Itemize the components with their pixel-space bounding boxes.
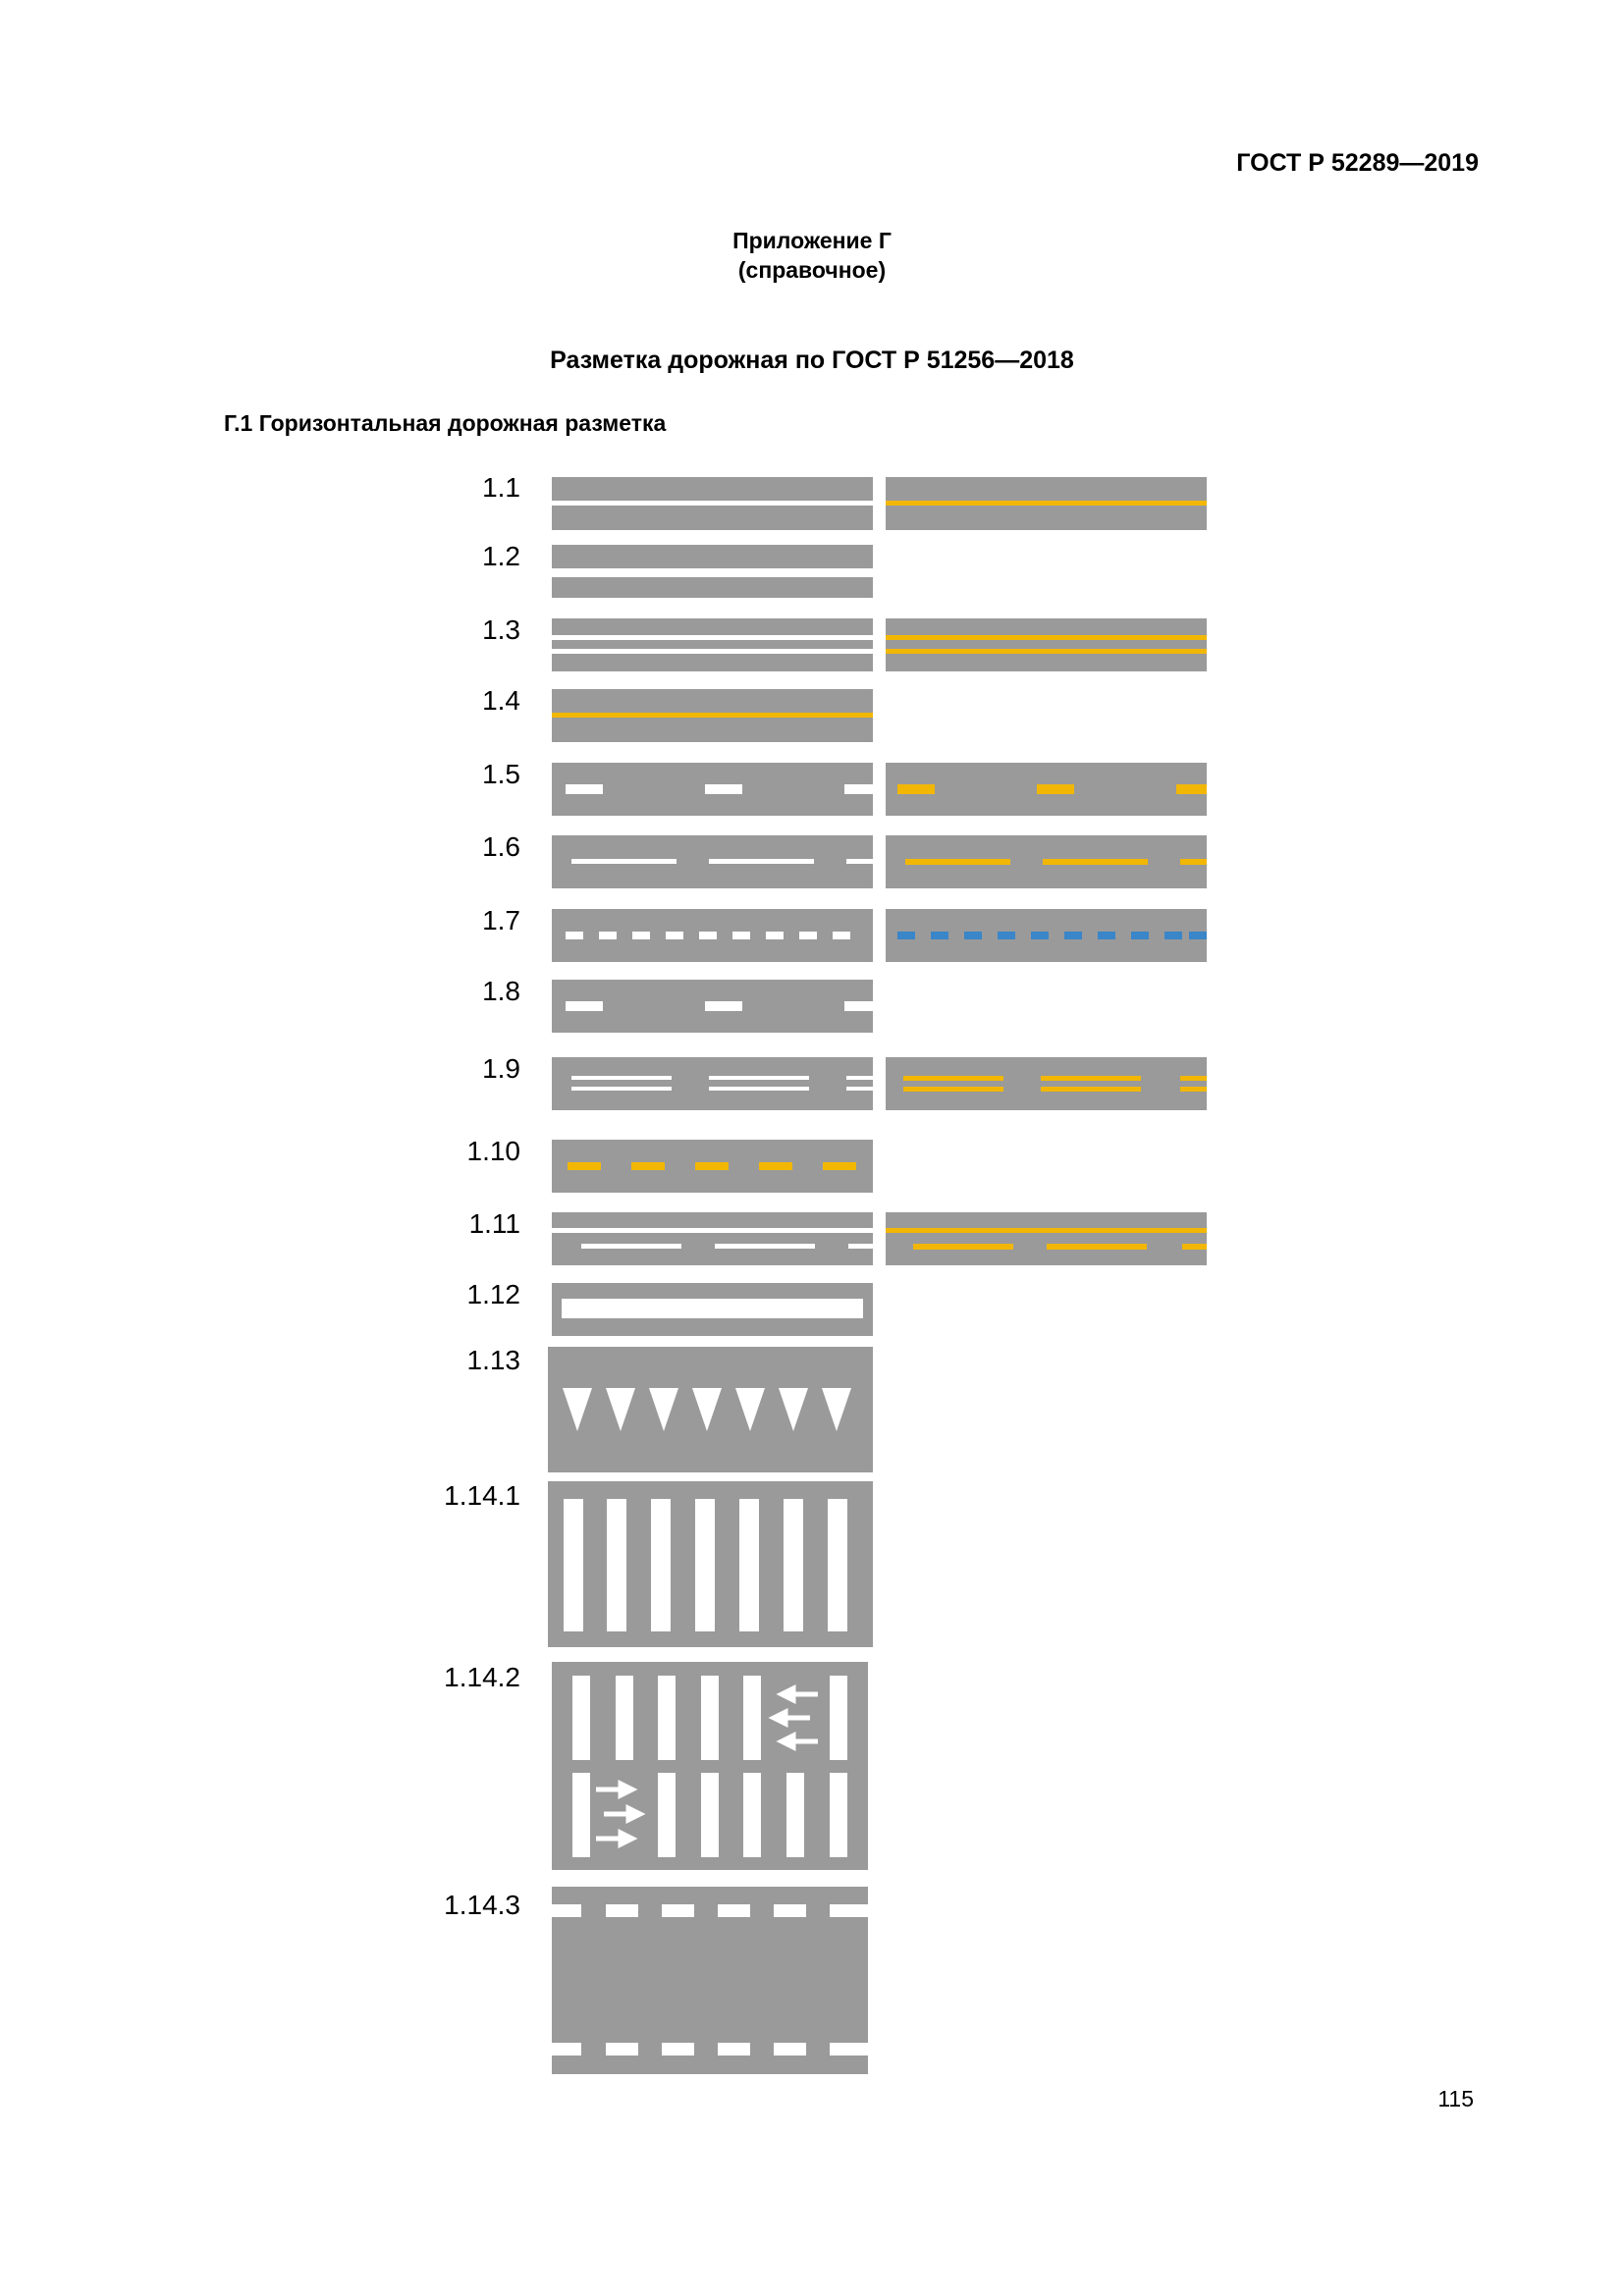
marking-code-1-11: 1.11 xyxy=(468,1208,520,1239)
marking-1-1-white xyxy=(552,477,873,530)
page-title: Разметка дорожная по ГОСТ Р 51256—2018 xyxy=(550,347,1074,374)
marking-1-14-2-zebra-arrows xyxy=(552,1662,868,1870)
document-code: ГОСТ Р 52289—2019 xyxy=(1236,149,1479,177)
marking-1-1-yellow xyxy=(886,477,1207,530)
marking-code-1-2: 1.2 xyxy=(482,541,520,571)
marking-code-1-1: 1.1 xyxy=(482,472,520,503)
marking-1-11-yellow xyxy=(886,1212,1207,1265)
marking-code-1-14-2: 1.14.2 xyxy=(444,1662,520,1692)
marking-1-14-3-crossing-borders xyxy=(552,1887,868,2074)
marking-1-9-white xyxy=(552,1057,873,1110)
marking-1-6-white xyxy=(552,835,873,888)
appendix-name: Приложение Г xyxy=(732,228,892,253)
marking-code-1-8: 1.8 xyxy=(482,976,520,1006)
appendix-kind: (справочное) xyxy=(737,257,887,283)
marking-1-3-white xyxy=(552,618,873,671)
marking-code-1-9: 1.9 xyxy=(482,1053,520,1084)
marking-code-1-14-3: 1.14.3 xyxy=(444,1890,520,1920)
marking-1-14-1-zebra xyxy=(548,1481,873,1647)
marking-code-1-13: 1.13 xyxy=(466,1345,520,1375)
marking-1-7-blue xyxy=(886,909,1207,962)
marking-code-1-14-1: 1.14.1 xyxy=(444,1480,520,1511)
marking-code-1-5: 1.5 xyxy=(482,759,520,789)
marking-1-10-yellow xyxy=(552,1140,873,1193)
marking-1-11-white xyxy=(552,1212,873,1265)
marking-1-7-white xyxy=(552,909,873,962)
marking-1-5-white xyxy=(552,763,873,816)
marking-1-13-triangles xyxy=(548,1347,873,1472)
marking-1-2-white xyxy=(552,545,873,598)
marking-1-6-yellow xyxy=(886,835,1207,888)
marking-1-12-stop-line xyxy=(552,1283,873,1336)
marking-1-3-yellow xyxy=(886,618,1207,671)
marking-1-5-yellow xyxy=(886,763,1207,816)
marking-code-1-6: 1.6 xyxy=(482,831,520,862)
marking-code-1-7: 1.7 xyxy=(482,905,520,935)
marking-1-8-white xyxy=(552,980,873,1033)
marking-1-9-yellow xyxy=(886,1057,1207,1110)
section-heading: Г.1 Горизонтальная дорожная разметка xyxy=(224,410,667,436)
marking-code-1-3: 1.3 xyxy=(482,614,520,645)
page-number: 115 xyxy=(1437,2086,1474,2111)
marking-code-1-10: 1.10 xyxy=(466,1136,520,1166)
marking-code-1-4: 1.4 xyxy=(482,685,520,716)
marking-code-1-12: 1.12 xyxy=(466,1279,520,1309)
marking-1-4-yellow xyxy=(552,689,873,742)
